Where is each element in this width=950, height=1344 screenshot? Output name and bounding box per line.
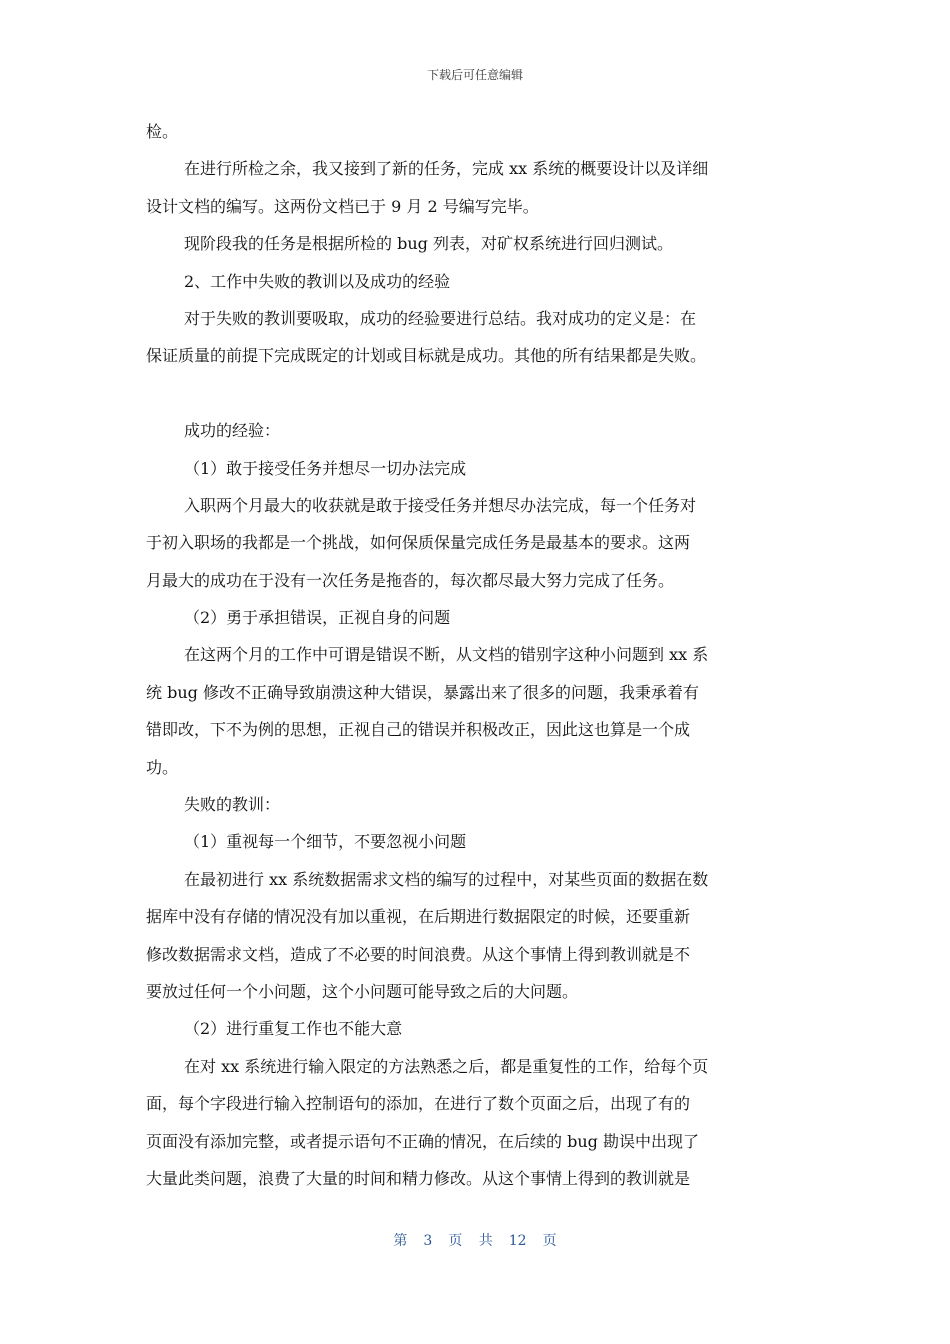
paragraph-line: 设计文档的编写。这两份文档已于 9 月 2 号编写完毕。 — [146, 196, 539, 216]
paragraph-line: （2）勇于承担错误，正视自身的问题 — [184, 608, 451, 628]
paragraph-line: 成功的经验： — [184, 421, 281, 441]
footer-page-total: 12 — [508, 1233, 527, 1249]
footer-page-current: 3 — [423, 1233, 433, 1249]
paragraph-line: 修改数据需求文档，造成了不必要的时间浪费。从这个事情上得到教训就是不 — [146, 944, 691, 964]
paragraph-line: 面，每个字段进行输入控制语句的添加，在进行了数个页面之后，出现了有的 — [146, 1094, 691, 1114]
paragraph-line: 要放过任何一个小问题，这个小问题可能导致之后的大问题。 — [146, 981, 579, 1001]
paragraph-line: 于初入职场的我都是一个挑战，如何保质保量完成任务是最基本的要求。这两 — [146, 533, 691, 553]
paragraph-line: 在进行所检之余，我又接到了新的任务，完成 xx 系统的概要设计以及详细 — [184, 159, 709, 179]
paragraph-line: 功。 — [146, 757, 179, 777]
footer-label-pre: 第 — [393, 1233, 408, 1249]
paragraph-line: 在这两个月的工作中可谓是错误不断，从文档的错别字这种小问题到 xx 系 — [184, 645, 709, 665]
header-text: 下载后可任意编辑 — [426, 68, 523, 82]
paragraph-line: （2）进行重复工作也不能大意 — [184, 1019, 403, 1039]
page-header — [0, 66, 950, 83]
paragraph-line: 现阶段我的任务是根据所检的 bug 列表，对矿权系统进行回归测试。 — [184, 234, 673, 254]
document-body — [146, 113, 806, 1197]
paragraph-line: 页面没有添加完整，或者提示语句不正确的情况，在后续的 bug 勘误中出现了 — [146, 1131, 699, 1151]
paragraph-line: 大量此类问题，浪费了大量的时间和精力修改。从这个事情上得到的教训就是 — [146, 1168, 691, 1188]
paragraph-line: 保证质量的前提下完成既定的计划或目标就是成功。其他的所有结果都是失败。 — [146, 346, 707, 366]
paragraph-line: 据库中没有存储的情况没有加以重视，在后期进行数据限定的时候，还要重新 — [146, 907, 691, 927]
paragraph-line: 在对 xx 系统进行输入限定的方法熟悉之后，都是重复性的工作，给每个页 — [184, 1056, 709, 1076]
paragraph-line: 检。 — [146, 122, 179, 141]
paragraph-line: 统 bug 修改不正确导致崩溃这种大错误，暴露出来了很多的问题，我秉承着有 — [146, 682, 699, 702]
paragraph-line: 在最初进行 xx 系统数据需求文档的编写的过程中，对某些页面的数据在数 — [184, 869, 709, 889]
paragraph-line: （1）敢于接受任务并想尽一切办法完成 — [184, 458, 467, 478]
paragraph-line: 对于失败的教训要吸取，成功的经验要进行总结。我对成功的定义是：在 — [184, 308, 697, 328]
paragraph-line: （1）重视每一个细节，不要忽视小问题 — [184, 832, 467, 852]
paragraph-line: 失败的教训： — [184, 795, 281, 815]
footer-label-mid: 页 共 — [448, 1233, 493, 1249]
paragraph-line: 入职两个月最大的收获就是敢于接受任务并想尽办法完成，每一个任务对 — [184, 495, 697, 515]
paragraph-line: 错即改，下不为例的思想，正视自己的错误并积极改正，因此这也算是一个成 — [146, 720, 691, 740]
footer-label-post: 页 — [542, 1233, 557, 1249]
page-footer — [0, 1230, 950, 1250]
blank-line — [146, 375, 806, 412]
paragraph-line: 2、工作中失败的教训以及成功的经验 — [184, 271, 451, 291]
paragraph-line: 月最大的成功在于没有一次任务是拖沓的，每次都尽最大努力完成了任务。 — [146, 570, 675, 590]
